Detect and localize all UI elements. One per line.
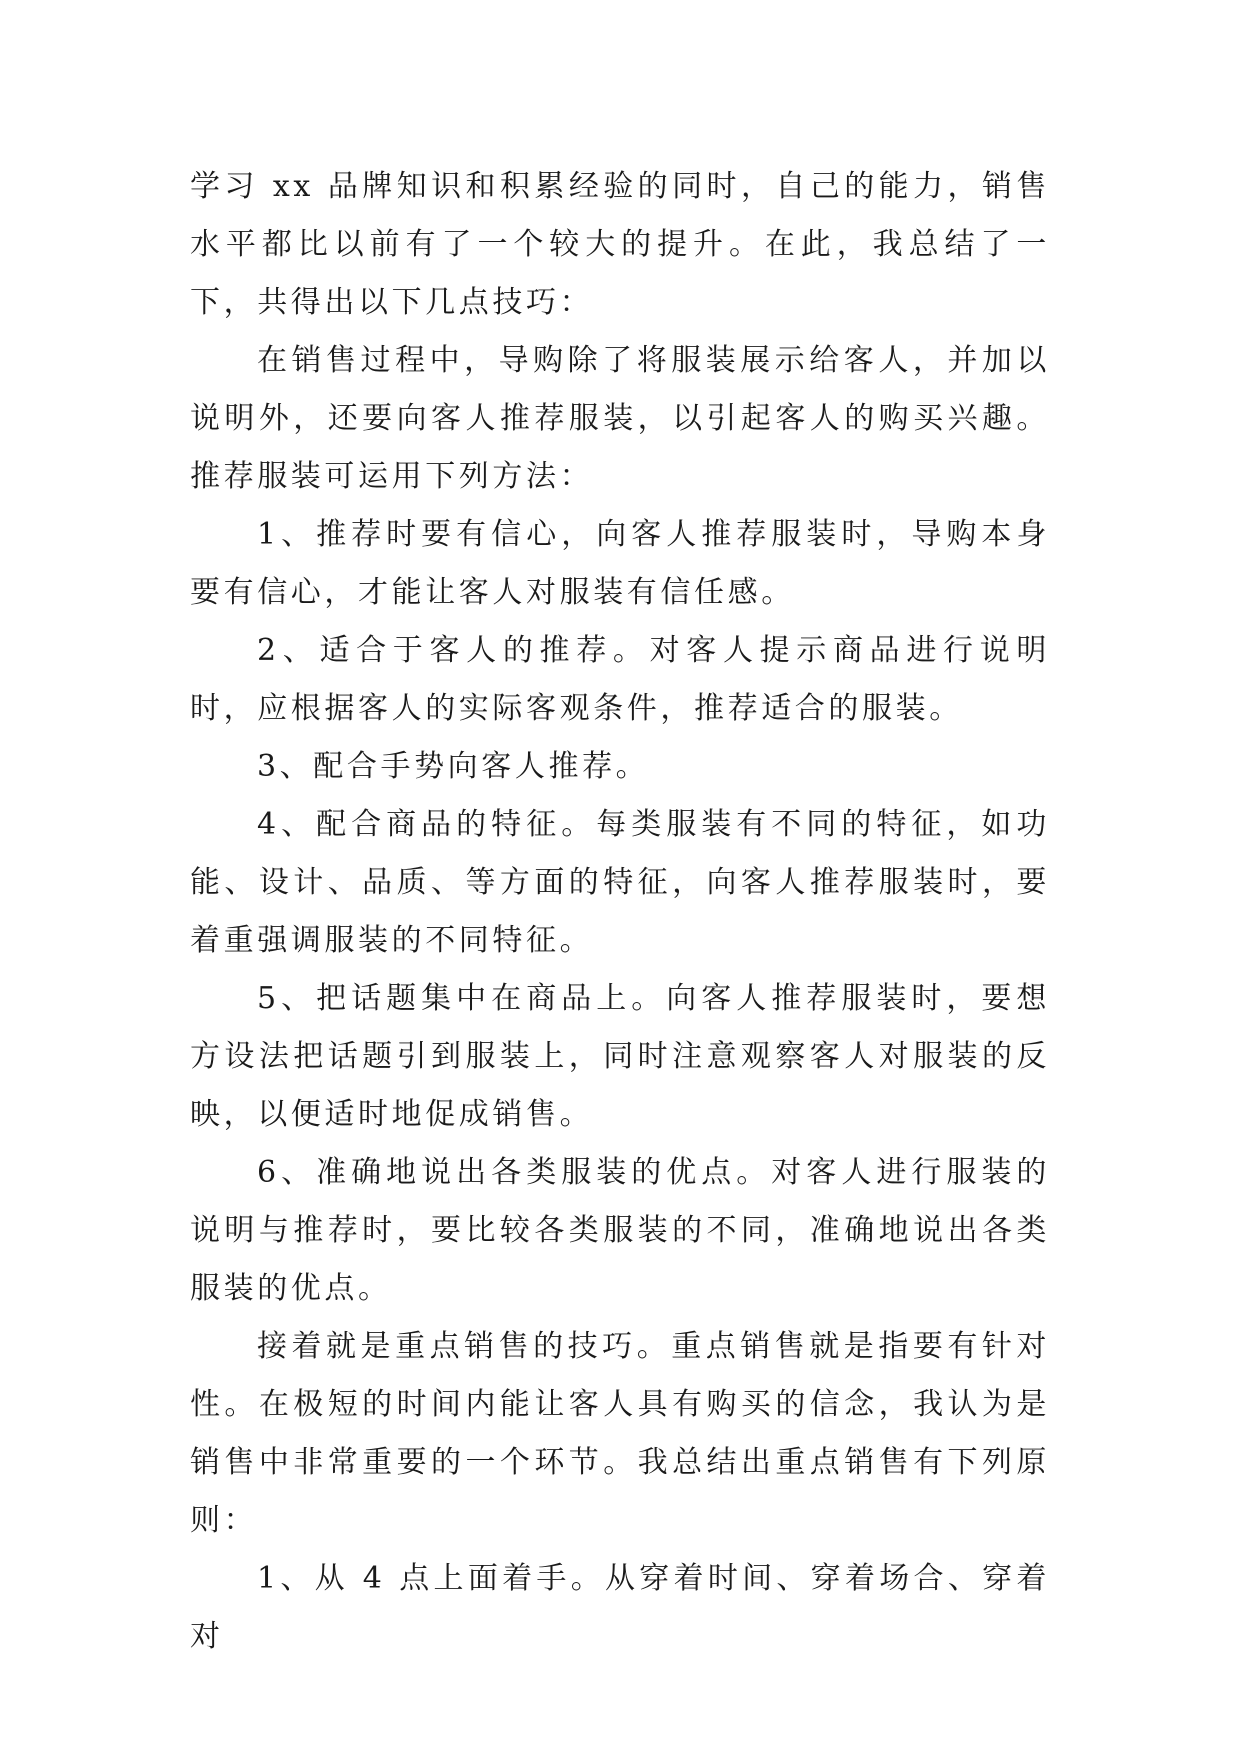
document-body: [190, 158, 1050, 1666]
paragraph-7: 5、把话题集中在商品上。向客人推荐服装时，要想方设法把话题引到服装上，同时注意观察客人对服装的反映，以便适时地促成销售。: [190, 981, 1050, 1132]
paragraph-4: 2、适合于客人的推荐。对客人提示商品进行说明时，应根据客人的实际客观条件，推荐适合的服装。: [190, 633, 1050, 726]
paragraph-1: 学习 xx 品牌知识和积累经验的同时，自己的能力，销售水平都比以前有了一个较大的提升。在此，我总结了一下，共得出以下几点技巧：: [190, 169, 1050, 320]
paragraph-5: 3、配合手势向客人推荐。: [257, 749, 650, 784]
paragraph-3: 1、推荐时要有信心，向客人推荐服装时，导购本身要有信心，才能让客人对服装有信任感。: [190, 517, 1050, 610]
paragraph-10: 1、从 4 点上面着手。从穿着时间、穿着场合、穿着对: [190, 1561, 1050, 1654]
paragraph-2: 在销售过程中，导购除了将服装展示给客人，并加以说明外，还要向客人推荐服装，以引起客人的购买兴趣。推荐服装可运用下列方法：: [190, 343, 1050, 494]
paragraph-8: 6、准确地说出各类服装的优点。对客人进行服装的说明与推荐时，要比较各类服装的不同，准确地说出各类服装的优点。: [190, 1155, 1050, 1306]
paragraph-6: 4、配合商品的特征。每类服装有不同的特征，如功能、设计、品质、等方面的特征，向客人推荐服装时，要着重强调服装的不同特征。: [190, 807, 1050, 958]
paragraph-9: 接着就是重点销售的技巧。重点销售就是指要有针对性。在极短的时间内能让客人具有购买的信念，我认为是销售中非常重要的一个环节。我总结出重点销售有下列原则：: [190, 1329, 1050, 1538]
